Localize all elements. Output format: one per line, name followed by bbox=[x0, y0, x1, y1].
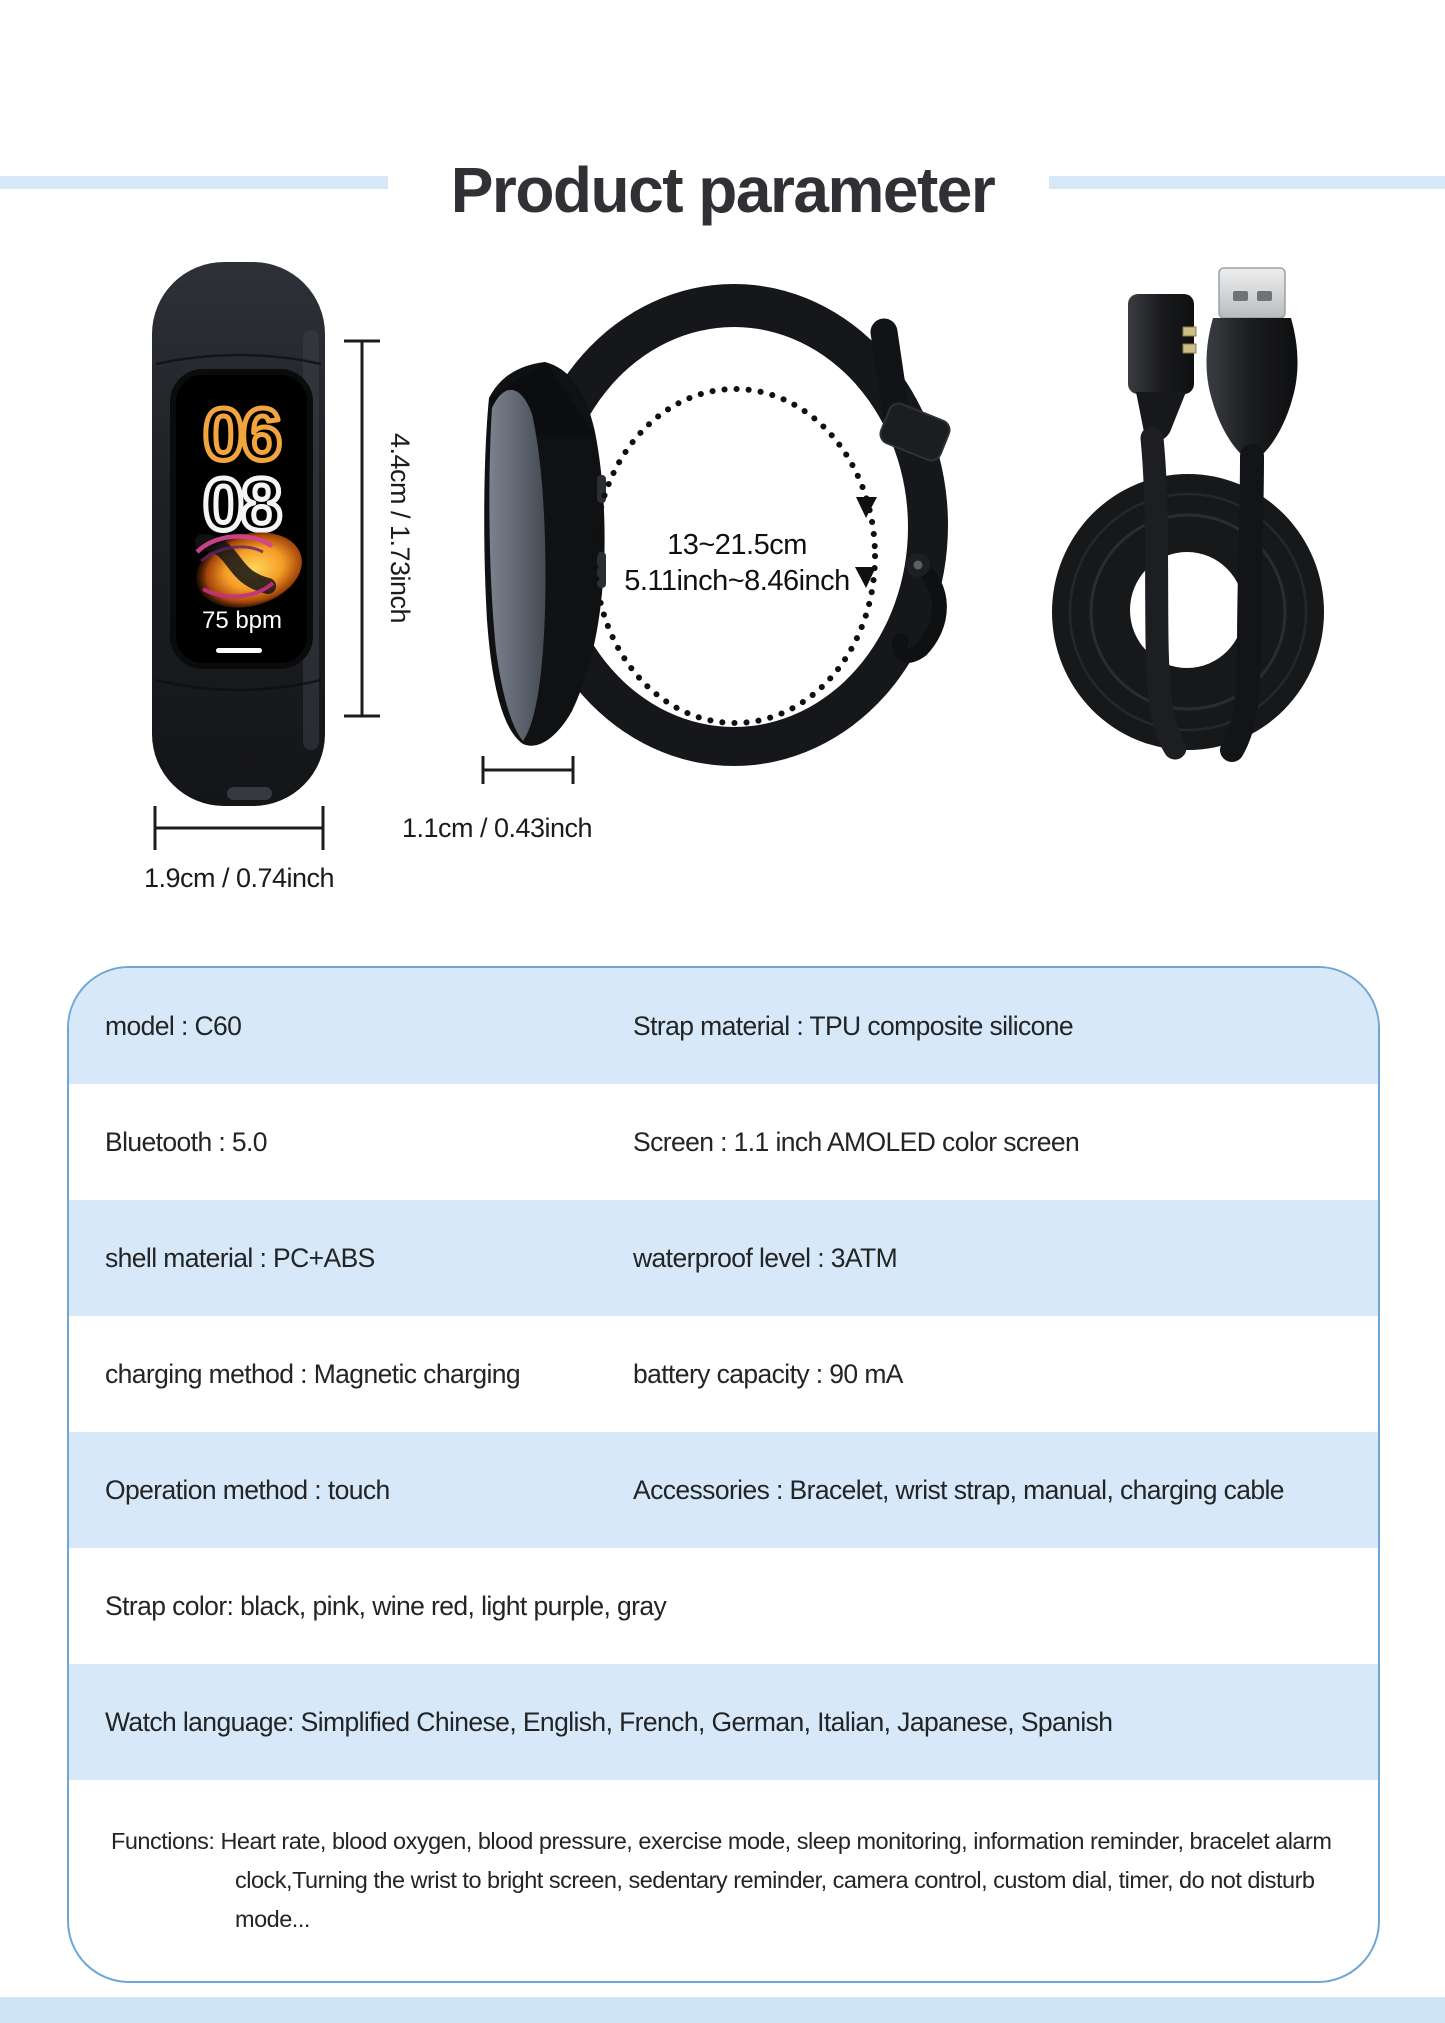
title-decor-bar-right bbox=[1049, 176, 1445, 189]
spec-cell: Strap material : TPU composite silicone bbox=[633, 1010, 1074, 1041]
height-dimension-label: 4.4cm / 1.73inch bbox=[384, 432, 415, 624]
band-front-image bbox=[152, 262, 325, 806]
spec-cell: Watch language: Simplified Chinese, English, French, German, Italian, Japanese, Spanish bbox=[105, 1706, 1113, 1737]
spec-cell: Functions: Heart rate, blood oxygen, blood pressure, exercise mode, sleep monitoring, information reminder, bracelet alarm clock,Turning the wrist to bright screen, sedentary reminder, camera control, custom dial, timer, do not disturb mode... bbox=[111, 1828, 1332, 1932]
charging-cable-image bbox=[1052, 268, 1324, 750]
spec-cell: battery capacity : 90 mA bbox=[633, 1358, 903, 1389]
spec-cell: charging method : Magnetic charging bbox=[105, 1358, 521, 1389]
spec-row-charging bbox=[69, 1316, 1378, 1432]
spec-cell: Operation method : touch bbox=[105, 1474, 390, 1505]
watchface-heart-rate: 75 bpm bbox=[201, 607, 283, 634]
width-dimension bbox=[155, 806, 323, 850]
strap-range-inch: 5.11inch~8.46inch bbox=[624, 565, 850, 597]
footer-decor-strip bbox=[0, 1997, 1445, 2023]
thickness-dimension bbox=[483, 756, 573, 784]
width-dimension-label: 1.9cm / 0.74inch bbox=[143, 863, 335, 893]
spec-row-language bbox=[69, 1664, 1378, 1780]
spec-row-model bbox=[69, 968, 1378, 1084]
spec-row-shell-material bbox=[69, 1200, 1378, 1316]
spec-row-functions bbox=[69, 1780, 1378, 1981]
height-dimension bbox=[344, 341, 380, 716]
spec-cell: shell material : PC+ABS bbox=[105, 1242, 375, 1273]
strap-range-cm: 13~21.5cm bbox=[667, 529, 807, 561]
strap-keeper bbox=[877, 401, 952, 464]
cable-coil bbox=[1052, 438, 1324, 750]
spec-row-strap-color bbox=[69, 1548, 1378, 1664]
magnetic-charger-head bbox=[1128, 294, 1196, 441]
band-side-image bbox=[484, 284, 952, 766]
spec-cell: Bluetooth : 5.0 bbox=[105, 1126, 267, 1157]
spec-cell: Accessories : Bracelet, wrist strap, manual, charging cable bbox=[633, 1474, 1284, 1505]
page-title: Product parameter bbox=[450, 154, 995, 226]
product-images bbox=[0, 195, 1445, 965]
watchface-home-indicator bbox=[216, 648, 262, 653]
usb-connector bbox=[1206, 268, 1297, 456]
spec-cell: Screen : 1.1 inch AMOLED color screen bbox=[633, 1126, 1080, 1157]
spec-row-operation bbox=[69, 1432, 1378, 1548]
watchface-hour: 06 bbox=[202, 393, 280, 476]
spec-cell: model : C60 bbox=[105, 1010, 242, 1041]
watchface-minute: 08 bbox=[202, 463, 280, 546]
spec-cell: waterproof level : 3ATM bbox=[633, 1242, 898, 1273]
spec-row-bluetooth bbox=[69, 1084, 1378, 1200]
spec-cell: Strap color: black, pink, wine red, light purple, gray bbox=[105, 1590, 667, 1621]
spec-table bbox=[67, 966, 1380, 1983]
thickness-dimension-label: 1.1cm / 0.43inch bbox=[401, 813, 593, 843]
